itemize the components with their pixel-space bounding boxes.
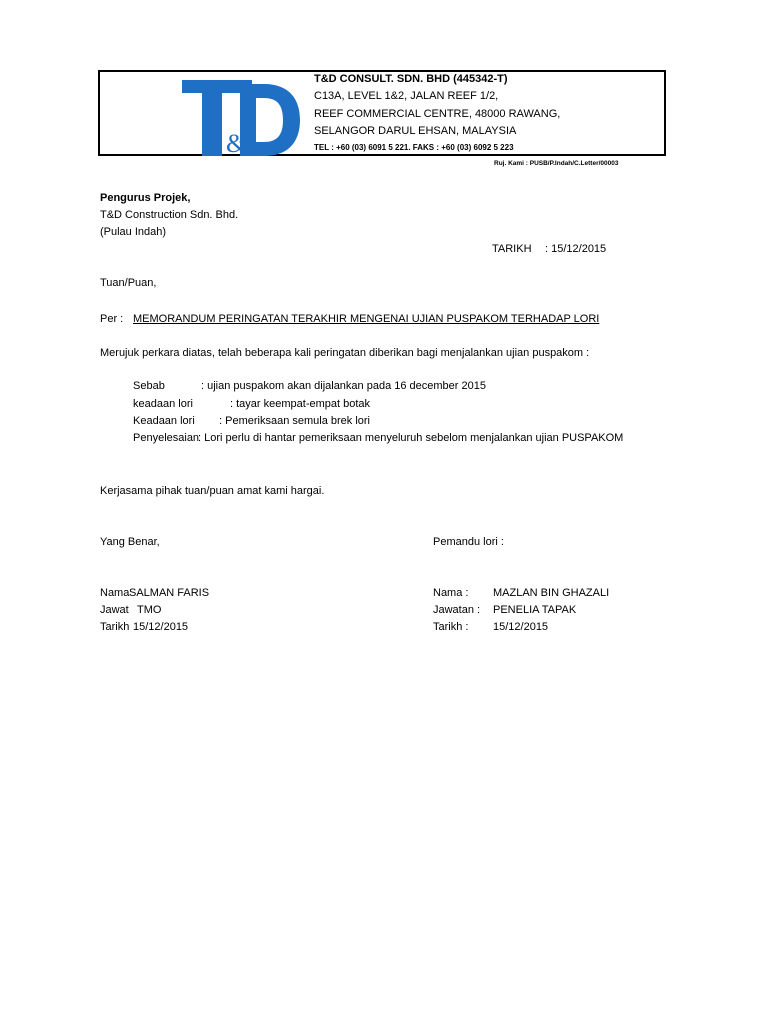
date-label: TARIKH: [492, 243, 532, 255]
letterhead: [98, 70, 666, 156]
left-name-label: Nama: [100, 587, 130, 599]
subject-prefix: Per :: [100, 313, 124, 325]
right-name-label: Nama :: [433, 587, 469, 599]
address-line-1: C13A, LEVEL 1&2, JALAN REEF 1/2,: [314, 90, 499, 102]
reference-number: Ruj. Kami : PUSB/P.Indah/C.Letter/00003: [494, 160, 619, 167]
right-post-label: Jawatan :: [433, 604, 481, 616]
detail-value: : ujian puspakom akan dijalankan pada 16 december 2015: [201, 380, 486, 392]
svg-text:&: &: [226, 129, 247, 156]
left-post-value: TMO: [137, 604, 162, 616]
closing-note: Kerjasama pihak tuan/puan amat kami hargai.: [100, 485, 325, 497]
detail-label: Keadaan lori: [133, 415, 195, 427]
detail-label: keadaan lori: [133, 398, 193, 410]
left-name-value: SALMAN FARIS: [129, 587, 210, 599]
left-sign-heading: Yang Benar,: [100, 536, 160, 548]
right-date-value: 15/12/2015: [493, 621, 549, 633]
address-line-2: REEF COMMERCIAL CENTRE, 48000 RAWANG,: [314, 108, 561, 120]
right-date-label: Tarikh :: [433, 621, 469, 633]
intro-paragraph: Merujuk perkara diatas, telah beberapa kali peringatan diberikan bagi menjalankan ujian puspakom :: [100, 347, 590, 359]
detail-label: Sebab: [133, 380, 165, 392]
right-sign-heading: Pemandu lori :: [433, 536, 504, 548]
detail-value: : Lori perlu di hantar pemeriksaan menyeluruh sebelom menjalankan ujian PUSPAKOM: [198, 432, 624, 444]
right-name-value: MAZLAN BIN GHAZALI: [493, 587, 610, 599]
left-post-label: Jawat: [100, 604, 129, 616]
recipient-company: T&D Construction Sdn. Bhd.: [100, 209, 239, 221]
date-value: : 15/12/2015: [545, 243, 607, 255]
detail-value: : tayar keempat-empat botak: [230, 398, 371, 410]
recipient-title: Pengurus Projek,: [100, 192, 191, 204]
recipient-site: (Pulau Indah): [100, 226, 167, 238]
company-logo: [182, 80, 302, 156]
detail-label: Penyelesaian: [133, 432, 200, 444]
company-name: T&D CONSULT. SDN. BHD (445342-T): [314, 73, 508, 85]
subject-text: MEMORANDUM PERINGATAN TERAKHIR MENGENAI UJIAN PUSPAKOM TERHADAP LORI: [133, 313, 600, 325]
salutation: Tuan/Puan,: [100, 277, 157, 289]
left-date-value: 15/12/2015: [133, 621, 189, 633]
left-date-label: Tarikh: [100, 621, 130, 633]
detail-value: : Pemeriksaan semula brek lori: [219, 415, 371, 427]
right-post-value: PENELIA TAPAK: [493, 604, 577, 616]
address-line-3: SELANGOR DARUL EHSAN, MALAYSIA: [314, 125, 517, 137]
tel-fax: TEL : +60 (03) 6091 5 221. FAKS : +60 (03) 6092 5 223: [314, 143, 514, 152]
